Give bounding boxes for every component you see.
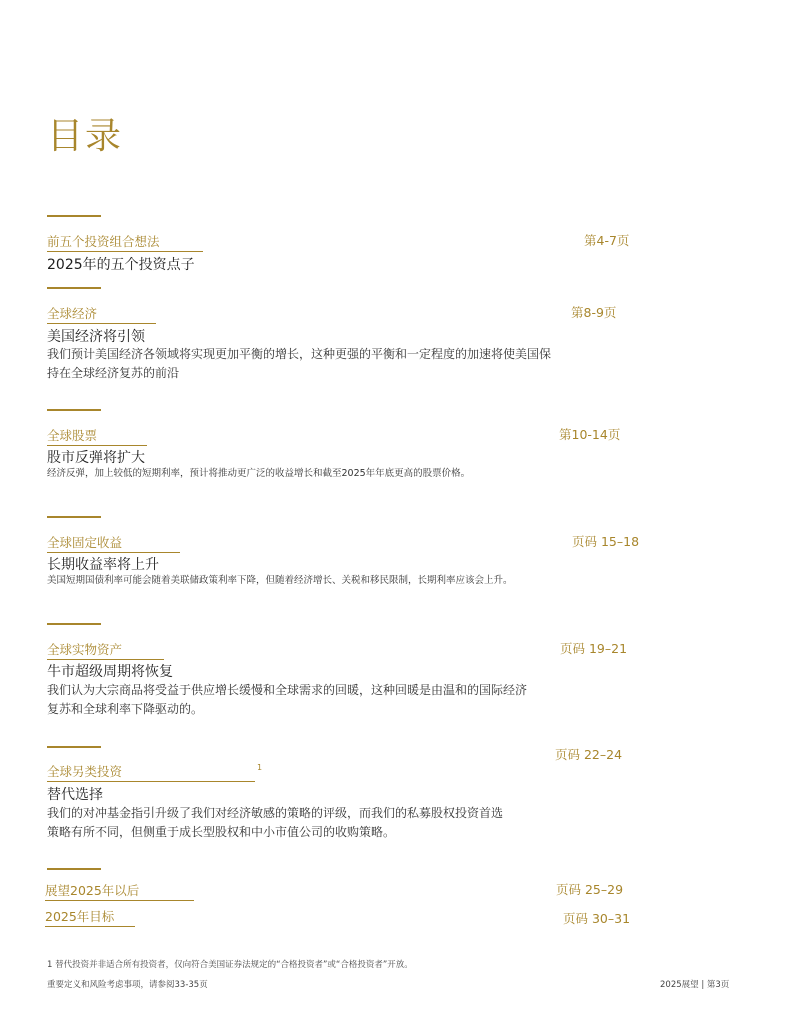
toc-entry — [47, 425, 147, 446]
toc-entry — [47, 761, 263, 782]
section-heading: 长期收益率将上升 — [47, 557, 159, 573]
section-divider — [47, 287, 101, 289]
page-ref[interactable]: 页码 15–18 — [572, 534, 640, 549]
page-ref[interactable]: 第8-9页 — [571, 305, 617, 320]
footnote-marker: 1 — [257, 763, 263, 772]
toc-entry — [47, 231, 203, 252]
section-heading: 2025年的五个投资点子 — [47, 257, 195, 273]
section-heading: 股市反弹将扩大 — [47, 450, 145, 466]
section-divider — [47, 409, 101, 411]
footer-disclosures: 重要定义和风险考虑事项，请参阅33-35页 — [47, 980, 208, 990]
section-divider — [47, 215, 101, 217]
toc-entry — [45, 906, 135, 927]
section-description: 我们预计美国经济各领域将实现更加平衡的增长，这种更强的平衡和一定程度的加速将使美国保持在全球经济复苏的前沿 — [47, 347, 552, 380]
toc-link-real-assets[interactable]: 全球实物资产 — [47, 642, 164, 660]
toc-entry — [47, 639, 164, 660]
section-heading: 美国经济将引领 — [47, 329, 145, 345]
footer-page-label: 2025展望 | 第3页 — [660, 980, 730, 990]
toc-link-global-economy[interactable]: 全球经济 — [47, 306, 156, 324]
section-description: 美国短期国债利率可能会随着美联储政策利率下降，但随着经济增长、关税和移民限制，长期利率应该会上升。 — [47, 575, 513, 586]
toc-entry — [47, 532, 180, 553]
section-divider — [47, 746, 101, 748]
page-ref[interactable]: 页码 25–29 — [556, 882, 624, 897]
page-ref[interactable]: 第10-14页 — [559, 427, 621, 442]
toc-entry — [47, 303, 156, 324]
section-divider — [47, 516, 101, 518]
section-divider — [47, 623, 101, 625]
section-description: 我们的对冲基金指引升级了我们对经济敏感的策略的评级，而我们的私募股权投资首选策略有所不同，但侧重于成长型股权和中小市值公司的收购策略。 — [47, 806, 504, 839]
page-ref[interactable]: 第4-7页 — [584, 233, 630, 248]
toc-link-2025-targets[interactable]: 2025年目标 — [45, 909, 135, 927]
toc-link-fixed-income[interactable]: 全球固定收益 — [47, 535, 180, 553]
section-description: 经济反弹，加上较低的短期利率，预计将推动更广泛的收益增长和截至2025年年底更高的股票价格。 — [47, 468, 471, 479]
section-divider — [47, 868, 101, 870]
page-ref[interactable]: 页码 22–24 — [555, 747, 623, 762]
page-ref[interactable]: 页码 19–21 — [560, 641, 628, 656]
section-description: 我们认为大宗商品将受益于供应增长缓慢和全球需求的回暖，这种回暖是由温和的国际经济复苏和全球利率下降驱动的。 — [47, 683, 528, 716]
toc-link-beyond-2025[interactable]: 展望2025年以后 — [45, 883, 194, 901]
section-heading: 牛市超级周期将恢复 — [47, 664, 173, 680]
toc-entry — [45, 880, 194, 901]
toc-link-alternatives[interactable]: 全球另类投资 — [47, 764, 255, 782]
section-heading: 替代选择 — [47, 787, 103, 803]
toc-link-portfolio-ideas[interactable]: 前五个投资组合想法 — [47, 234, 203, 252]
page-ref[interactable]: 页码 30–31 — [563, 911, 631, 926]
page-title: 目录 — [47, 116, 124, 157]
footnote: 1 替代投资并非适合所有投资者，仅向符合美国证券法规定的“合格投资者”或“合格投资者”开放。 — [47, 960, 413, 970]
toc-link-global-equities[interactable]: 全球股票 — [47, 428, 147, 446]
